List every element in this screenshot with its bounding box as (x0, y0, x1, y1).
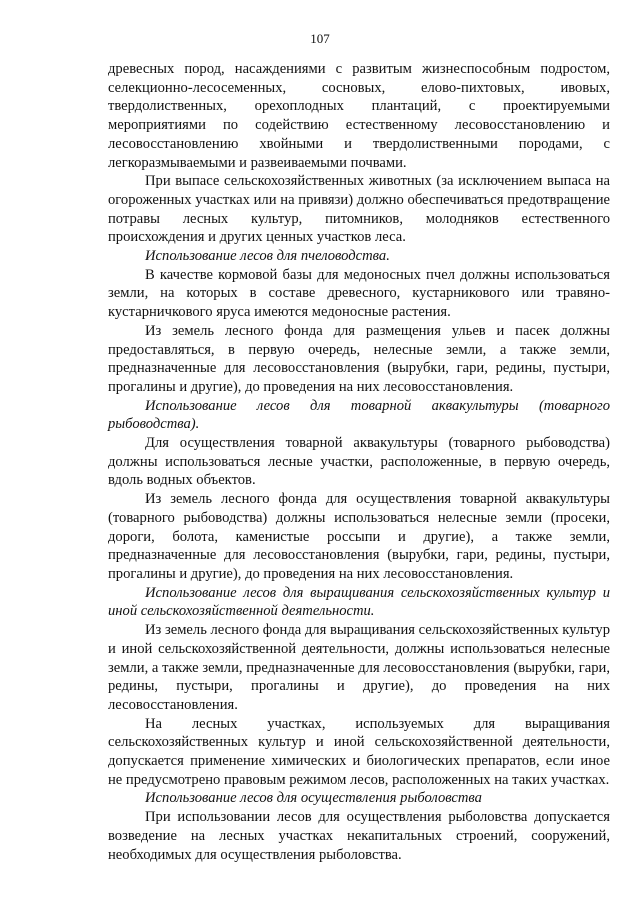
paragraph: древесных пород, насаждениями с развитым жизнеспособным подростом, селекционно-лесосеменных, сосновых, елово-пихтовых, ивовых, твердолиственных, орехоплодных плантаций, с проектируемыми мероприятиями по содействию естественному лесовосстановлению и лесовосстановлению хвойными и твердолиственными породами, с легкоразмываемыми и развеиваемыми почвами. (108, 61, 610, 171)
paragraph: На лесных участках, используемых для выращивания сельскохозяйственных культур и иной сельскохозяйственной деятельности, допускается применение химических и биологических препаратов, если иное не предусмотрено правовым режимом лесов, расположенных на таких участках. (108, 715, 610, 788)
paragraph: Из земель лесного фонда для осуществления товарной аквакультуры (товарного рыбоводства) должны использоваться нелесные земли (просеки, дороги, болота, каменистые россыпи и другие), а также земли, предназначенные для лесовосстановления (вырубки, гари, редины, пустыри, прогалины и другие), до проведения на них лесовосстановления. (108, 491, 610, 582)
paragraph: При использовании лесов для осуществления рыболовства допускается возведение на лесных участках некапитальных строений, сооружений, необходимых для осуществления рыболовства. (108, 809, 610, 863)
paragraph: Для осуществления товарной аквакультуры (товарного рыбоводства) должны использоваться лесные участки, расположенные, в первую очередь, вдоль водных объектов. (108, 435, 610, 489)
section-heading: Использование лесов для пчеловодства. (145, 248, 390, 265)
document-body (108, 60, 610, 864)
paragraph: Из земель лесного фонда для размещения ульев и пасек должны предоставляться, в первую очередь, нелесные земли, а также земли, предназначенные для лесовосстановления (вырубки, гари, редины, пустыри, прогалины и другие), до проведения на них лесовосстановления. (108, 322, 610, 395)
paragraph: Из земель лесного фонда для выращивания сельскохозяйственных культур и иной сельскохозяйственной деятельности, должны использоваться нелесные земли, а также земли, предназначенные для лесовосстановления (вырубки, гари, редины, пустыри, прогалины и другие), до проведения на них лесовосстановления. (108, 622, 610, 713)
paragraph: При выпасе сельскохозяйственных животных (за исключением выпаса на огороженных участках или на привязи) должно обеспечиваться предотвращение потравы лесных культур, питомников, молодняков естественного происхождения и других ценных участков леса. (108, 173, 610, 246)
page-number: 107 (310, 31, 330, 46)
section-heading: Использование лесов для выращивания сельскохозяйственных культур и иной сельскохозяйственной деятельности. (108, 584, 610, 620)
paragraph: В качестве кормовой базы для медоносных пчел должны использоваться земли, на которых в составе древесного, кустарникового или травяно-кустарничкового яруса имеются медоносные растения. (108, 266, 610, 321)
section-heading: Использование лесов для товарной аквакультуры (товарного рыбоводства). (108, 397, 610, 433)
section-heading: Использование лесов для осуществления рыболовства (145, 790, 482, 807)
